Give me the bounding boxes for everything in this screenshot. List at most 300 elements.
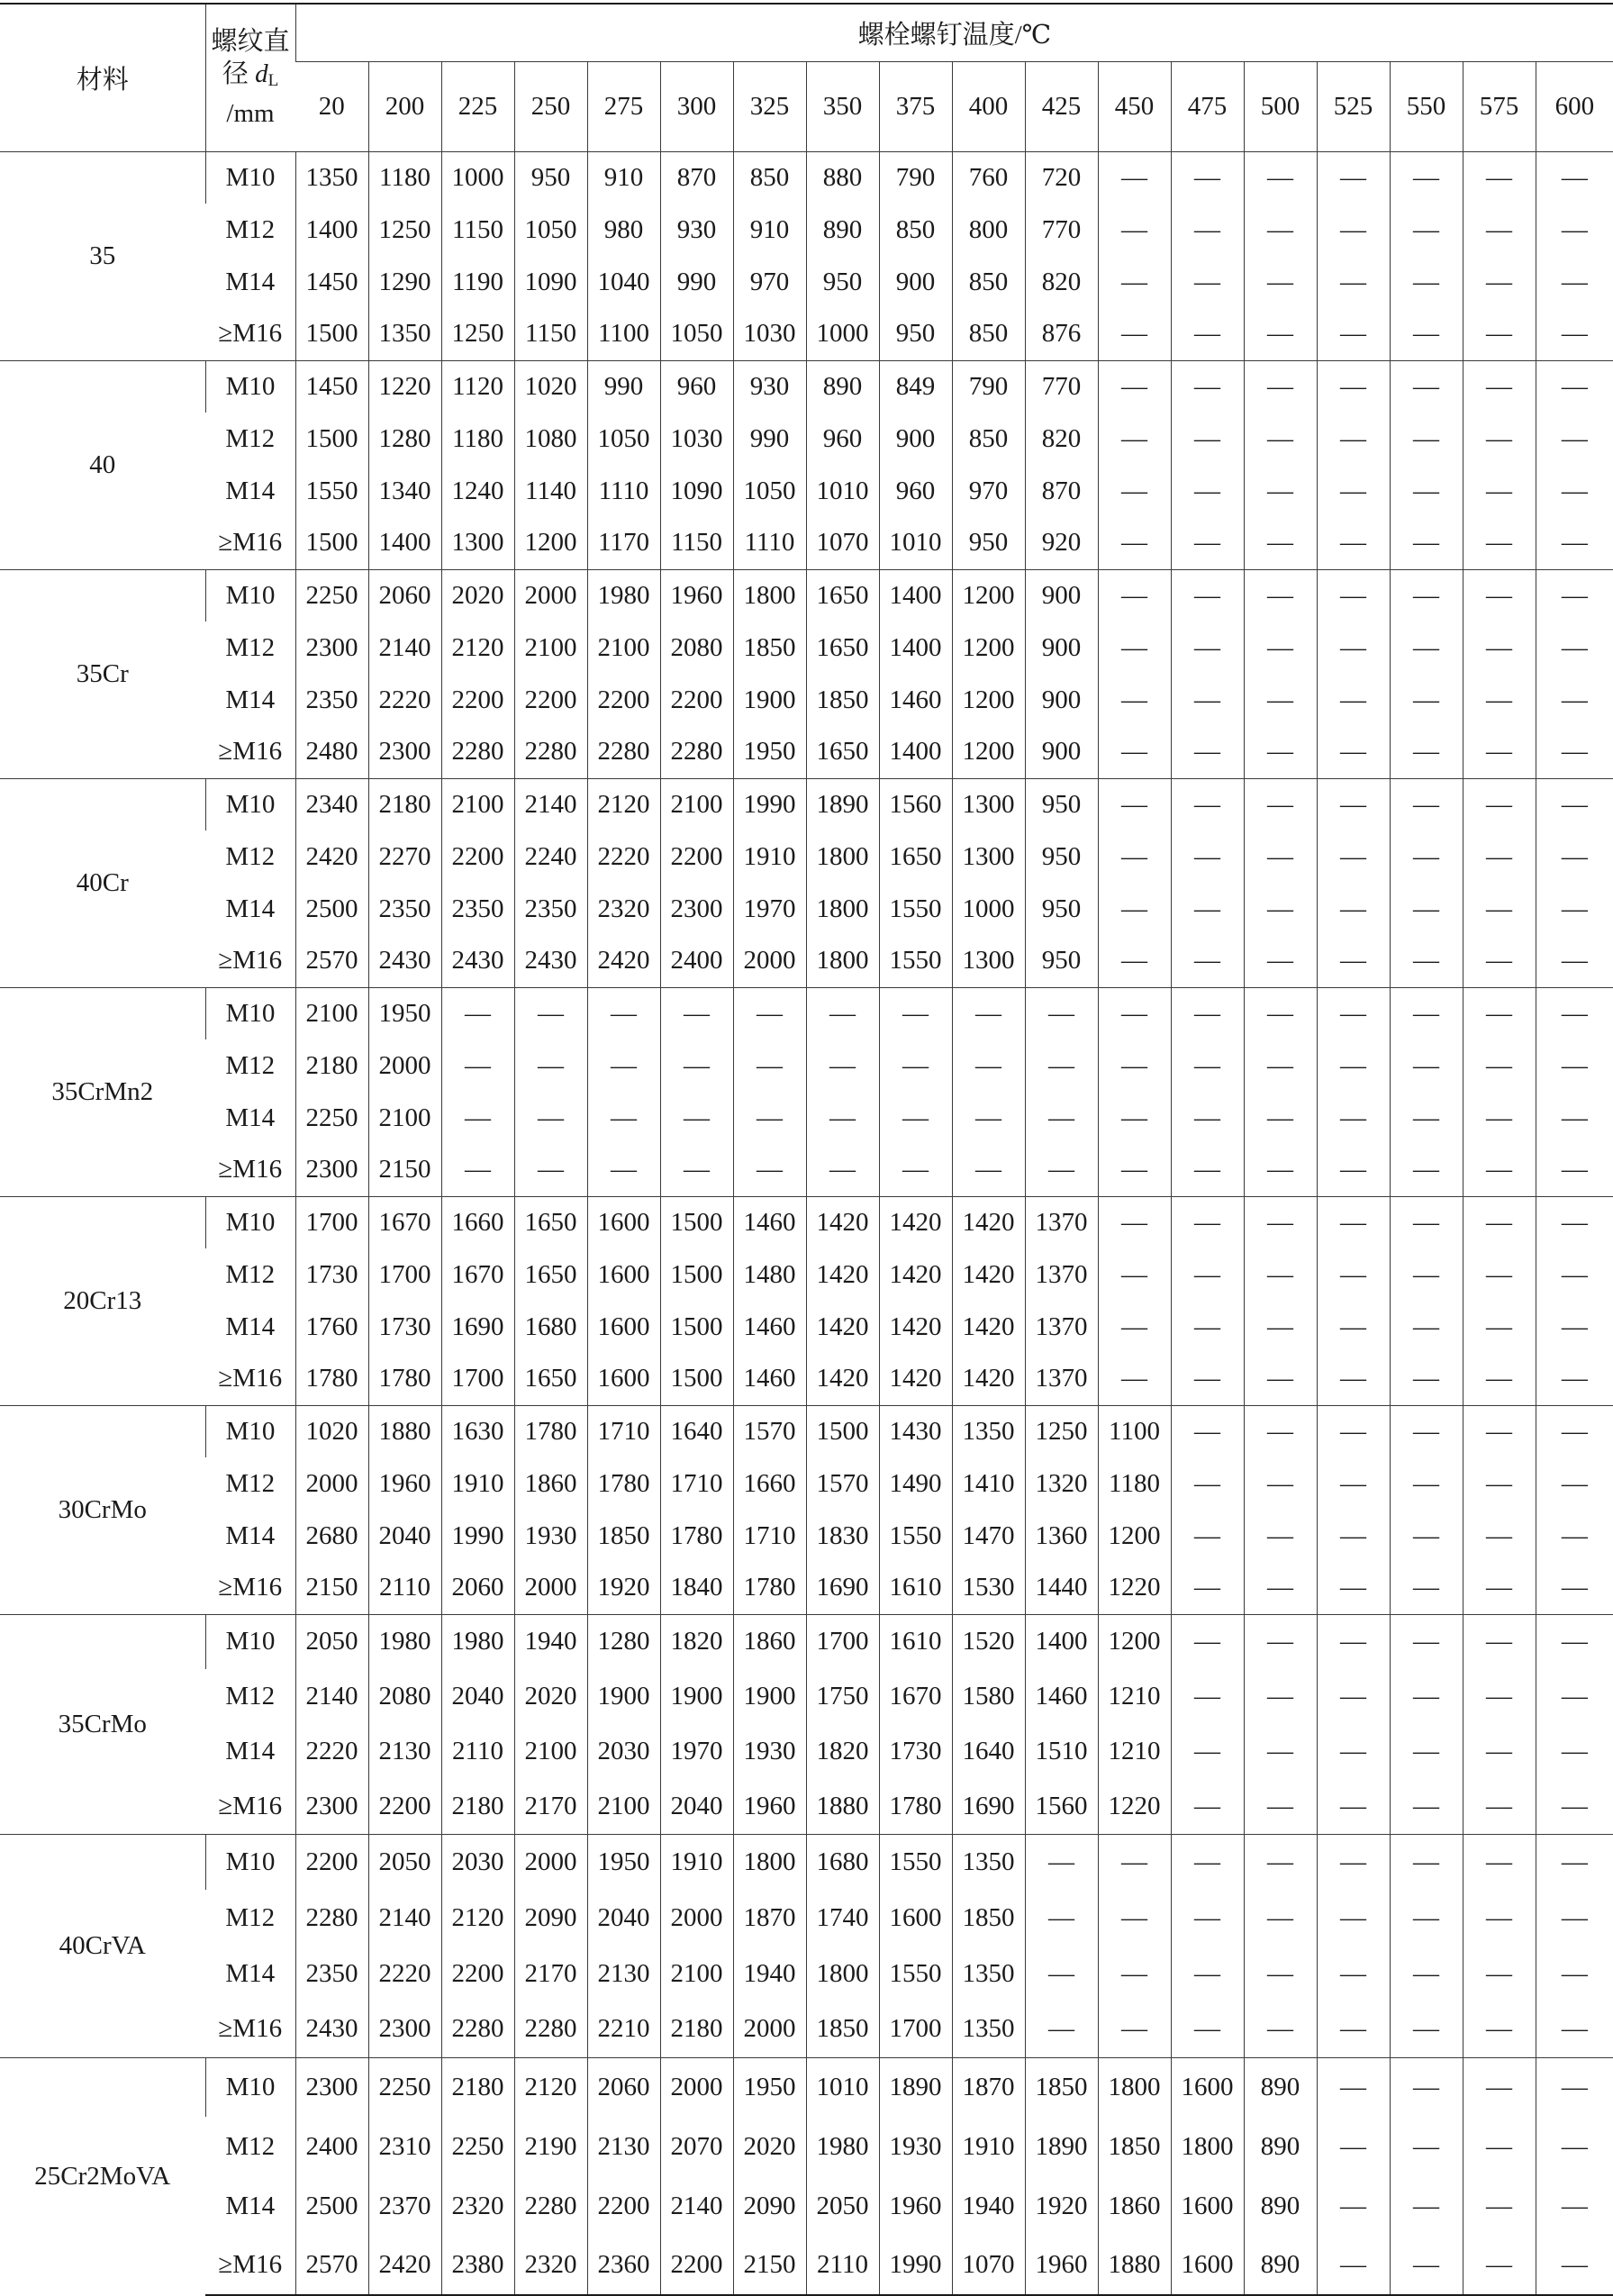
- value-cell: —: [1098, 465, 1171, 517]
- diameter-header-prefix: 径: [222, 59, 256, 89]
- thread-size-cell: M14: [225, 267, 276, 296]
- value-cell: 1300: [952, 935, 1025, 987]
- value-cell: 2060: [441, 1562, 514, 1614]
- value-cell: 990: [733, 413, 806, 465]
- value-cell: 1100: [587, 308, 660, 360]
- value-cell: —: [1390, 360, 1463, 413]
- value-cell: 2110: [368, 1562, 441, 1614]
- value-cell: 1760: [295, 1301, 368, 1353]
- value-cell: 1490: [879, 1457, 952, 1510]
- temperature-col-header: 350: [806, 61, 879, 151]
- table-row: [0, 1510, 1613, 1562]
- table-row: [0, 465, 1613, 517]
- value-cell: —: [1025, 1144, 1098, 1196]
- value-cell: —: [441, 1092, 514, 1144]
- value-cell: —: [1098, 308, 1171, 360]
- value-cell: —: [952, 987, 1025, 1039]
- value-cell: —: [1098, 517, 1171, 569]
- table-row: [0, 1834, 1613, 1890]
- value-cell: —: [1171, 778, 1244, 830]
- value-cell: 1940: [952, 2176, 1025, 2236]
- value-cell: 1600: [1171, 2236, 1244, 2295]
- value-cell: 2200: [441, 1946, 514, 2001]
- value-cell: 1420: [879, 1196, 952, 1248]
- value-cell: —: [1244, 1890, 1317, 1946]
- value-cell: —: [1536, 622, 1613, 674]
- value-cell: —: [1171, 883, 1244, 935]
- value-cell: 2280: [660, 726, 733, 778]
- value-cell: —: [1390, 622, 1463, 674]
- value-cell: —: [1536, 1614, 1613, 1669]
- value-cell: 1110: [733, 517, 806, 569]
- value-cell: —: [1390, 151, 1463, 204]
- table-row: [0, 1779, 1613, 1834]
- value-cell: —: [1171, 1248, 1244, 1301]
- value-cell: 1500: [295, 413, 368, 465]
- value-cell: 1020: [514, 360, 587, 413]
- value-cell: 2320: [441, 2176, 514, 2236]
- value-cell: 1360: [1025, 1510, 1098, 1562]
- value-cell: —: [1536, 883, 1613, 935]
- value-cell: 2100: [368, 1092, 441, 1144]
- value-cell: 1780: [368, 1353, 441, 1405]
- value-cell: —: [1463, 1457, 1536, 1510]
- value-cell: —: [1463, 360, 1536, 413]
- value-cell: —: [1317, 1510, 1390, 1562]
- value-cell: —: [1317, 569, 1390, 622]
- value-cell: —: [1171, 1834, 1244, 1890]
- value-cell: —: [1171, 1614, 1244, 1669]
- value-cell: —: [1317, 1724, 1390, 1779]
- value-cell: 1200: [1098, 1614, 1171, 1669]
- value-cell: —: [1171, 1405, 1244, 1457]
- value-cell: 960: [879, 465, 952, 517]
- value-cell: 2280: [514, 2001, 587, 2057]
- table-row: [0, 413, 1613, 465]
- value-cell: 1070: [952, 2236, 1025, 2295]
- value-cell: 2300: [295, 2057, 368, 2117]
- value-cell: 1200: [1098, 1510, 1171, 1562]
- value-cell: 2200: [587, 2176, 660, 2236]
- value-cell: 1950: [368, 987, 441, 1039]
- value-cell: —: [1244, 1196, 1317, 1248]
- value-cell: 2040: [441, 1669, 514, 1724]
- value-cell: —: [1536, 1248, 1613, 1301]
- value-cell: —: [514, 1039, 587, 1092]
- value-cell: 890: [1244, 2057, 1317, 2117]
- value-cell: —: [1171, 1669, 1244, 1724]
- value-cell: —: [1317, 2176, 1390, 2236]
- value-cell: 2100: [295, 987, 368, 1039]
- value-cell: 1670: [368, 1196, 441, 1248]
- value-cell: 2100: [587, 622, 660, 674]
- value-cell: 1220: [368, 360, 441, 413]
- value-cell: —: [1317, 1946, 1390, 2001]
- value-cell: —: [1536, 413, 1613, 465]
- value-cell: 1850: [1098, 2117, 1171, 2176]
- value-cell: 1170: [587, 517, 660, 569]
- value-cell: 1860: [733, 1614, 806, 1669]
- value-cell: 2120: [441, 1890, 514, 1946]
- value-cell: 1910: [733, 830, 806, 883]
- value-cell: 2320: [514, 2236, 587, 2295]
- value-cell: 2000: [660, 1890, 733, 1946]
- value-cell: 2300: [368, 726, 441, 778]
- value-cell: —: [1536, 1405, 1613, 1457]
- value-cell: 2500: [295, 2176, 368, 2236]
- value-cell: —: [1390, 1039, 1463, 1092]
- value-cell: 1650: [514, 1353, 587, 1405]
- value-cell: 1210: [1098, 1724, 1171, 1779]
- value-cell: —: [1390, 1834, 1463, 1890]
- value-cell: 1000: [952, 883, 1025, 935]
- value-cell: —: [1171, 1779, 1244, 1834]
- value-cell: 1710: [587, 1405, 660, 1457]
- value-cell: —: [1244, 726, 1317, 778]
- value-cell: 1950: [587, 1834, 660, 1890]
- value-cell: 1900: [660, 1669, 733, 1724]
- value-cell: —: [1536, 726, 1613, 778]
- value-cell: 1550: [879, 1834, 952, 1890]
- value-cell: —: [1463, 1562, 1536, 1614]
- table-row: [0, 1039, 1613, 1092]
- value-cell: —: [1244, 1039, 1317, 1092]
- thread-size-cell: M12: [225, 1050, 276, 1080]
- value-cell: 2070: [660, 2117, 733, 2176]
- value-cell: 2570: [295, 935, 368, 987]
- value-cell: 1560: [1025, 1779, 1098, 1834]
- value-cell: —: [1317, 1196, 1390, 1248]
- value-cell: 1420: [806, 1196, 879, 1248]
- value-cell: 1030: [660, 413, 733, 465]
- value-cell: 2350: [295, 674, 368, 726]
- value-cell: 1820: [660, 1614, 733, 1669]
- value-cell: 2200: [660, 830, 733, 883]
- temperature-col-header: 250: [514, 61, 587, 151]
- value-cell: 890: [806, 360, 879, 413]
- value-cell: —: [1317, 1092, 1390, 1144]
- value-cell: 2350: [295, 1946, 368, 2001]
- value-cell: 1800: [806, 935, 879, 987]
- value-cell: —: [1244, 2001, 1317, 2057]
- value-cell: 2120: [441, 622, 514, 674]
- material-header: 材料: [0, 4, 205, 151]
- value-cell: —: [1390, 1144, 1463, 1196]
- value-cell: 790: [952, 360, 1025, 413]
- value-cell: 1780: [660, 1510, 733, 1562]
- material-cell: 25Cr2MoVA: [0, 2057, 205, 2295]
- value-cell: —: [1317, 1614, 1390, 1669]
- value-cell: 876: [1025, 308, 1098, 360]
- value-cell: 1400: [879, 569, 952, 622]
- value-cell: —: [1098, 204, 1171, 256]
- value-cell: —: [1098, 1946, 1171, 2001]
- value-cell: 1600: [587, 1301, 660, 1353]
- value-cell: —: [1244, 308, 1317, 360]
- value-cell: 1860: [514, 1457, 587, 1510]
- value-cell: 1500: [295, 308, 368, 360]
- thread-size-cell: ≥M16: [218, 946, 283, 976]
- value-cell: 1700: [806, 1614, 879, 1669]
- value-cell: 1890: [879, 2057, 952, 2117]
- value-cell: 980: [587, 204, 660, 256]
- temperature-col-header: 200: [368, 61, 441, 151]
- value-cell: 880: [806, 151, 879, 204]
- value-cell: 1120: [441, 360, 514, 413]
- value-cell: —: [1025, 2001, 1098, 2057]
- value-cell: 849: [879, 360, 952, 413]
- value-cell: —: [1317, 935, 1390, 987]
- value-cell: 970: [733, 256, 806, 308]
- table-row: [0, 151, 1613, 204]
- value-cell: —: [1317, 256, 1390, 308]
- value-cell: —: [1098, 151, 1171, 204]
- value-cell: 1600: [1171, 2057, 1244, 2117]
- value-cell: —: [1536, 1301, 1613, 1353]
- table-row: [0, 1562, 1613, 1614]
- value-cell: 2150: [295, 1562, 368, 1614]
- value-cell: 1370: [1025, 1301, 1098, 1353]
- value-cell: —: [1171, 1457, 1244, 1510]
- value-cell: —: [1171, 1890, 1244, 1946]
- table-row: [0, 1946, 1613, 2001]
- value-cell: 1560: [879, 778, 952, 830]
- temperature-col-header: 475: [1171, 61, 1244, 151]
- value-cell: —: [1025, 987, 1098, 1039]
- value-cell: 1930: [879, 2117, 952, 2176]
- value-cell: 2430: [514, 935, 587, 987]
- value-cell: —: [1317, 1405, 1390, 1457]
- value-cell: —: [1244, 1724, 1317, 1779]
- value-cell: 2090: [514, 1890, 587, 1946]
- value-cell: —: [1244, 778, 1317, 830]
- table-row: [0, 726, 1613, 778]
- value-cell: 1320: [1025, 1457, 1098, 1510]
- value-cell: 2180: [441, 1779, 514, 1834]
- value-cell: 1210: [1098, 1669, 1171, 1724]
- value-cell: 1920: [1025, 2176, 1098, 2236]
- thread-size-cell: M10: [205, 2057, 295, 2117]
- thread-size-cell: M10: [205, 1614, 295, 1669]
- value-cell: —: [1390, 987, 1463, 1039]
- value-cell: 2190: [514, 2117, 587, 2176]
- value-cell: —: [1098, 1834, 1171, 1890]
- value-cell: 1400: [295, 204, 368, 256]
- value-cell: 1300: [441, 517, 514, 569]
- value-cell: 2000: [514, 1834, 587, 1890]
- table-row: [0, 2057, 1613, 2117]
- value-cell: —: [1390, 204, 1463, 256]
- temperature-col-header: 20: [295, 61, 368, 151]
- value-cell: —: [1171, 1510, 1244, 1562]
- value-cell: 1090: [514, 256, 587, 308]
- value-cell: —: [1244, 1946, 1317, 2001]
- temperature-col-header: 575: [1463, 61, 1536, 151]
- value-cell: —: [1463, 935, 1536, 987]
- thread-size-cell: M12: [225, 2131, 276, 2161]
- value-cell: 2280: [441, 726, 514, 778]
- value-cell: —: [1171, 935, 1244, 987]
- value-cell: —: [1390, 935, 1463, 987]
- value-cell: —: [1390, 1353, 1463, 1405]
- value-cell: —: [1098, 569, 1171, 622]
- value-cell: 1020: [295, 1405, 368, 1457]
- value-cell: —: [1463, 1196, 1536, 1248]
- value-cell: 950: [514, 151, 587, 204]
- value-cell: 2100: [514, 1724, 587, 1779]
- value-cell: —: [1536, 2057, 1613, 2117]
- value-cell: 1700: [368, 1248, 441, 1301]
- value-cell: —: [1463, 1353, 1536, 1405]
- value-cell: —: [1171, 830, 1244, 883]
- value-cell: 1820: [806, 1724, 879, 1779]
- value-cell: 2250: [368, 2057, 441, 2117]
- value-cell: 1700: [295, 1196, 368, 1248]
- value-cell: —: [952, 1039, 1025, 1092]
- value-cell: —: [1463, 1248, 1536, 1301]
- table-row: [0, 360, 1613, 413]
- value-cell: 2140: [368, 622, 441, 674]
- table-row: [0, 830, 1613, 883]
- table-row: [0, 2176, 1613, 2236]
- value-cell: —: [1463, 2176, 1536, 2236]
- value-cell: 1010: [806, 465, 879, 517]
- value-cell: 1870: [733, 1890, 806, 1946]
- value-cell: 2200: [514, 674, 587, 726]
- value-cell: 2140: [514, 778, 587, 830]
- value-cell: —: [1536, 569, 1613, 622]
- value-cell: —: [1536, 1890, 1613, 1946]
- value-cell: —: [1171, 674, 1244, 726]
- value-cell: 1600: [587, 1196, 660, 1248]
- value-cell: 1350: [952, 1946, 1025, 2001]
- value-cell: —: [1171, 1039, 1244, 1092]
- value-cell: 890: [1244, 2236, 1317, 2295]
- value-cell: 1980: [587, 569, 660, 622]
- value-cell: 2040: [587, 1890, 660, 1946]
- value-cell: 2060: [587, 2057, 660, 2117]
- value-cell: —: [1171, 1301, 1244, 1353]
- thread-size-cell: ≥M16: [205, 2236, 295, 2295]
- value-cell: 2570: [295, 2236, 368, 2295]
- value-cell: 2370: [368, 2176, 441, 2236]
- value-cell: —: [1463, 1890, 1536, 1946]
- value-cell: 1670: [879, 1669, 952, 1724]
- value-cell: —: [1390, 2236, 1463, 2295]
- value-cell: 2150: [368, 1144, 441, 1196]
- value-cell: —: [1390, 569, 1463, 622]
- table-row: [0, 674, 1613, 726]
- value-cell: —: [1098, 2001, 1171, 2057]
- value-cell: 1420: [952, 1196, 1025, 1248]
- value-cell: —: [1098, 1248, 1171, 1301]
- value-cell: 2420: [295, 830, 368, 883]
- value-cell: —: [441, 1039, 514, 1092]
- value-cell: 1950: [733, 726, 806, 778]
- value-cell: 1200: [952, 569, 1025, 622]
- value-cell: 2180: [295, 1039, 368, 1092]
- value-cell: —: [1390, 2057, 1463, 2117]
- thread-size-cell: M12: [225, 1902, 276, 1932]
- value-cell: —: [1463, 569, 1536, 622]
- table-row: [0, 1405, 1613, 1457]
- value-cell: 1200: [952, 622, 1025, 674]
- value-cell: 1600: [587, 1248, 660, 1301]
- value-cell: 1990: [879, 2236, 952, 2295]
- value-cell: —: [1244, 1669, 1317, 1724]
- value-cell: 790: [879, 151, 952, 204]
- value-cell: —: [1390, 674, 1463, 726]
- value-cell: —: [1463, 1092, 1536, 1144]
- value-cell: 2240: [514, 830, 587, 883]
- value-cell: 1430: [879, 1405, 952, 1457]
- value-cell: 1650: [514, 1196, 587, 1248]
- material-cell: 40Cr: [0, 778, 205, 987]
- value-cell: 950: [1025, 883, 1098, 935]
- value-cell: 1000: [441, 151, 514, 204]
- value-cell: —: [660, 1144, 733, 1196]
- value-cell: —: [806, 1039, 879, 1092]
- thread-size-cell: M10: [205, 987, 295, 1039]
- value-cell: 2220: [295, 1724, 368, 1779]
- value-cell: 1300: [952, 778, 1025, 830]
- value-cell: —: [1244, 151, 1317, 204]
- value-cell: 1930: [514, 1510, 587, 1562]
- value-cell: —: [1536, 2001, 1613, 2057]
- value-cell: —: [1536, 465, 1613, 517]
- value-cell: —: [952, 1092, 1025, 1144]
- value-cell: —: [1463, 1669, 1536, 1724]
- material-cell: 30CrMo: [0, 1405, 205, 1614]
- value-cell: 2170: [514, 1779, 587, 1834]
- value-cell: 2050: [295, 1614, 368, 1669]
- value-cell: 1980: [806, 2117, 879, 2176]
- value-cell: 1350: [952, 1405, 1025, 1457]
- value-cell: 2280: [514, 726, 587, 778]
- value-cell: —: [1463, 2236, 1536, 2295]
- value-cell: —: [1463, 987, 1536, 1039]
- value-cell: 900: [1025, 569, 1098, 622]
- value-cell: —: [1171, 204, 1244, 256]
- value-cell: 1530: [952, 1562, 1025, 1614]
- value-cell: 1960: [660, 569, 733, 622]
- temperature-title: 螺栓螺钉温度/℃: [295, 4, 1613, 61]
- value-cell: —: [1463, 1405, 1536, 1457]
- value-cell: 1550: [879, 883, 952, 935]
- value-cell: 2200: [441, 830, 514, 883]
- value-cell: 1180: [441, 413, 514, 465]
- value-cell: —: [1317, 308, 1390, 360]
- value-cell: —: [1317, 517, 1390, 569]
- value-cell: —: [1244, 830, 1317, 883]
- value-cell: 2100: [660, 1946, 733, 2001]
- value-cell: 1150: [514, 308, 587, 360]
- value-cell: 890: [1244, 2117, 1317, 2176]
- table-row: [0, 778, 1613, 830]
- value-cell: 910: [733, 204, 806, 256]
- value-cell: —: [733, 1144, 806, 1196]
- value-cell: 2180: [660, 2001, 733, 2057]
- value-cell: 2300: [295, 1779, 368, 1834]
- value-cell: —: [1536, 1353, 1613, 1405]
- value-cell: 1650: [806, 622, 879, 674]
- value-cell: —: [1171, 2001, 1244, 2057]
- value-cell: 2140: [368, 1890, 441, 1946]
- value-cell: 2110: [441, 1724, 514, 1779]
- value-cell: 1100: [1098, 1405, 1171, 1457]
- value-cell: 2000: [368, 1039, 441, 1092]
- material-cell: 20Cr13: [0, 1196, 205, 1405]
